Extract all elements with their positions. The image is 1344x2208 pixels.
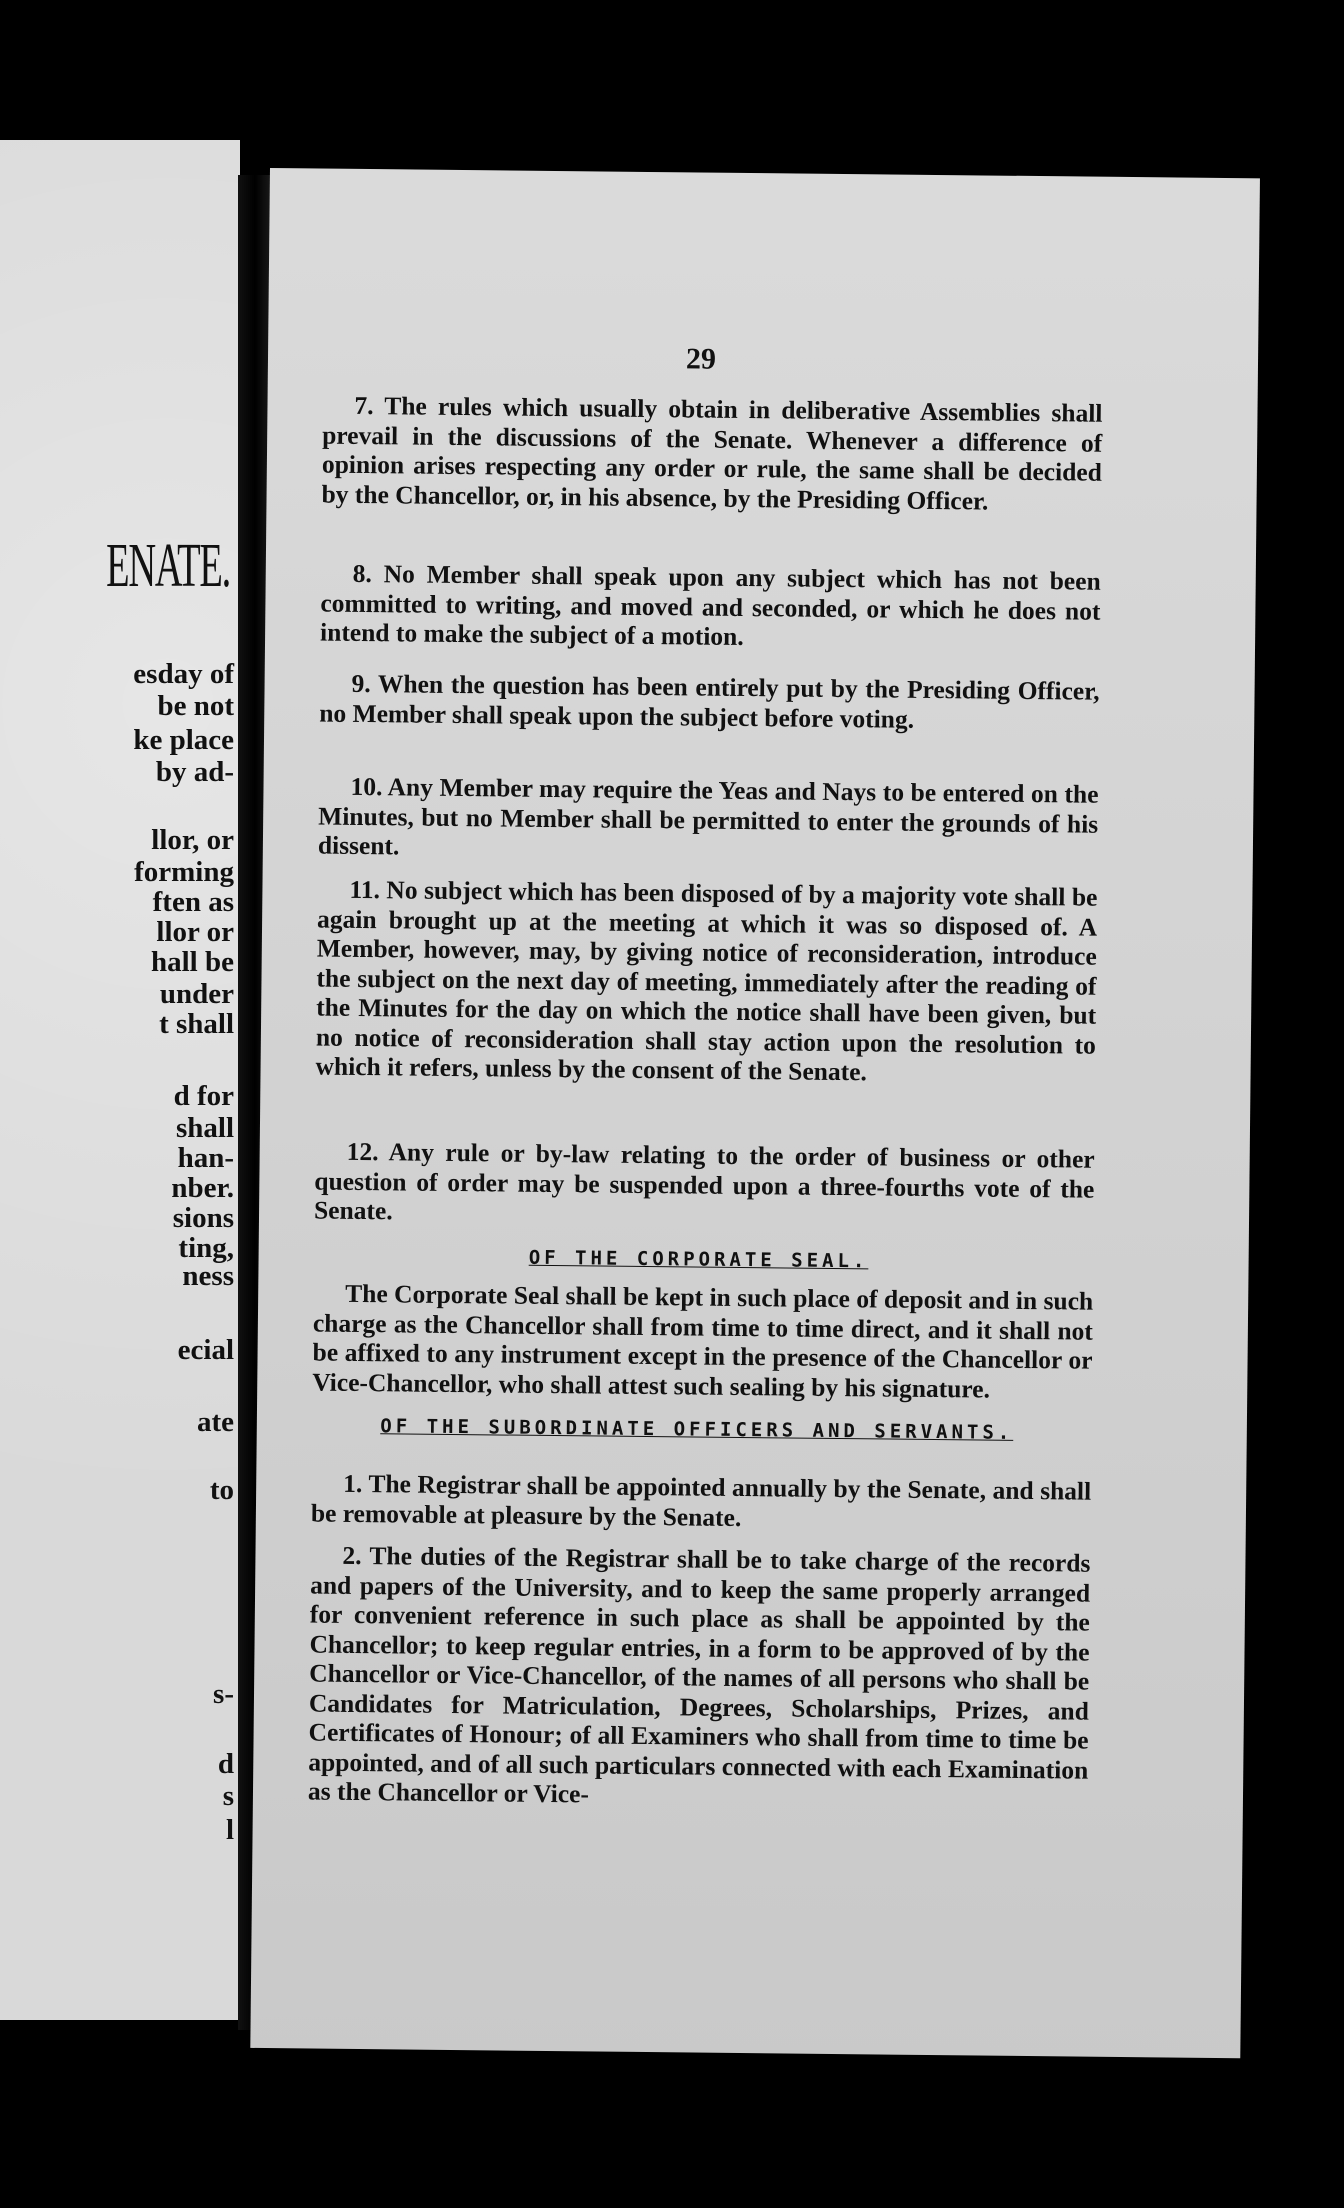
rule-number: 9. bbox=[351, 668, 371, 699]
rule-number: 2. bbox=[342, 1540, 362, 1571]
previous-page-fragment: ting, bbox=[178, 1232, 234, 1264]
rule-text: The Registrar shall be appointed annually by the Senate, and shall be removable at pleasure by the Senate. bbox=[310, 1469, 1092, 1532]
rule-paragraph bbox=[311, 1469, 1092, 1536]
rule-number: 12. bbox=[346, 1136, 379, 1167]
previous-page-fragment: esday of bbox=[133, 658, 234, 690]
previous-page-fragment: ften as bbox=[152, 886, 234, 918]
previous-page-fragment: llor or bbox=[156, 916, 234, 948]
rule-number: 10. bbox=[350, 771, 383, 802]
previous-page bbox=[0, 140, 240, 2020]
rule-paragraph bbox=[308, 1541, 1091, 1815]
previous-page-fragment: ate bbox=[196, 1406, 234, 1438]
page-number: 29 bbox=[685, 342, 717, 376]
document-page bbox=[250, 168, 1260, 2058]
previous-page-fragment: by ad- bbox=[155, 756, 234, 788]
previous-page-fragment: to bbox=[209, 1474, 234, 1506]
rule-paragraph bbox=[315, 875, 1097, 1090]
previous-page-fragment: ecial bbox=[177, 1334, 234, 1366]
section-heading-corporate-seal: OF THE CORPORATE SEAL. bbox=[528, 1246, 869, 1273]
previous-page-fragment: hall be bbox=[151, 946, 234, 978]
seal-paragraph: The Corporate Seal shall be kept in such place of deposit and in such charge as the Chancellor shall from time to time direct, and it shall not be affixed to any instrument except in the presence of the Chancellor or Vice-Chancellor, who shall attest such sealing by his signature. bbox=[312, 1278, 1094, 1404]
previous-page-fragment: be not bbox=[157, 690, 234, 722]
previous-page-fragment: llor, or bbox=[151, 824, 234, 856]
previous-page-fragment: forming bbox=[134, 856, 234, 888]
previous-page-fragment: ness bbox=[182, 1260, 234, 1292]
previous-page-fragment: d bbox=[217, 1748, 234, 1780]
previous-page-fragment: nber. bbox=[171, 1172, 234, 1204]
rule-paragraph bbox=[321, 391, 1102, 517]
rule-paragraph bbox=[320, 559, 1101, 656]
rule-text: No subject which has been disposed of by a majority vote shall be again brought up at the meeting at which it was so disposed of. A Member, however, may, by giving notice of reconsideration, introduce the subject on the next day of meeting, immediately after the reading of the Minutes for the day on which the notice shall have been given, but no notice of reconsideration shall stay action upon the resolution to which it refers, unless by the consent of the Senate. bbox=[315, 875, 1098, 1087]
previous-page-fragment: shall bbox=[175, 1112, 234, 1144]
previous-page-heading: ENATE. bbox=[106, 532, 230, 600]
rule-text: Any rule or by-law relating to the order of business or other question of order may be suspended upon a three-fourths vote of the Senate. bbox=[313, 1137, 1095, 1226]
rule-paragraph bbox=[318, 772, 1099, 869]
previous-page-fragment: l bbox=[225, 1814, 234, 1846]
previous-page-fragment: sions bbox=[172, 1202, 234, 1234]
rule-number: 1. bbox=[343, 1468, 363, 1499]
previous-page-fragment: ke place bbox=[133, 724, 234, 756]
previous-page-fragment: s- bbox=[213, 1678, 234, 1710]
rule-text: When the question has been entirely put by the Presiding Officer, no Member shall speak upon the subject before voting. bbox=[319, 669, 1100, 734]
previous-page-fragment: s bbox=[222, 1780, 234, 1812]
rule-number: 7. bbox=[354, 390, 374, 421]
rule-text: The duties of the Registrar shall be to take charge of the records and papers of the University, and to keep the same properly arranged for convenient reference in such place as shall be appointed by the Chancellor; to keep regular entries, in a form to be approved of by the Chancellor or Vice-Chancellor, of the names of all persons who shall be Candidates for Matriculation, Degrees, Scholarships, Prizes, and Certificates of Honour; of all Examiners who shall from time to time be appointed, and of all such particulars connected with each Examination as the Chancellor or Vice- bbox=[307, 1541, 1091, 1809]
rule-paragraph bbox=[319, 669, 1100, 736]
rule-paragraph bbox=[314, 1137, 1095, 1234]
rule-number: 11. bbox=[349, 874, 381, 905]
previous-page-fragment: d for bbox=[173, 1080, 234, 1112]
section-heading-subordinate-officers: OF THE SUBORDINATE OFFICERS AND SERVANTS. bbox=[380, 1415, 1014, 1444]
rule-text: Any Member may require the Yeas and Nays to be entered on the Minutes, but no Member shall be permitted to enter the grounds of his dissent. bbox=[317, 772, 1099, 861]
previous-page-fragment: t shall bbox=[159, 1008, 234, 1040]
previous-page-fragment: han- bbox=[177, 1142, 234, 1174]
rule-text: The rules which usually obtain in deliberative Assemblies shall prevail in the discussions of the Senate. Whenever a difference of opinion arises respecting any order or rule, the same shall be decided by the Chancellor, or, in his absence, by the Presiding Officer. bbox=[321, 391, 1103, 516]
previous-page-fragment: under bbox=[159, 978, 234, 1010]
rule-text: No Member shall speak upon any subject which has not been committed to writing, and moved and seconded, or which he does not intend to make the subject of a motion. bbox=[319, 559, 1101, 651]
rule-number: 8. bbox=[352, 558, 373, 589]
